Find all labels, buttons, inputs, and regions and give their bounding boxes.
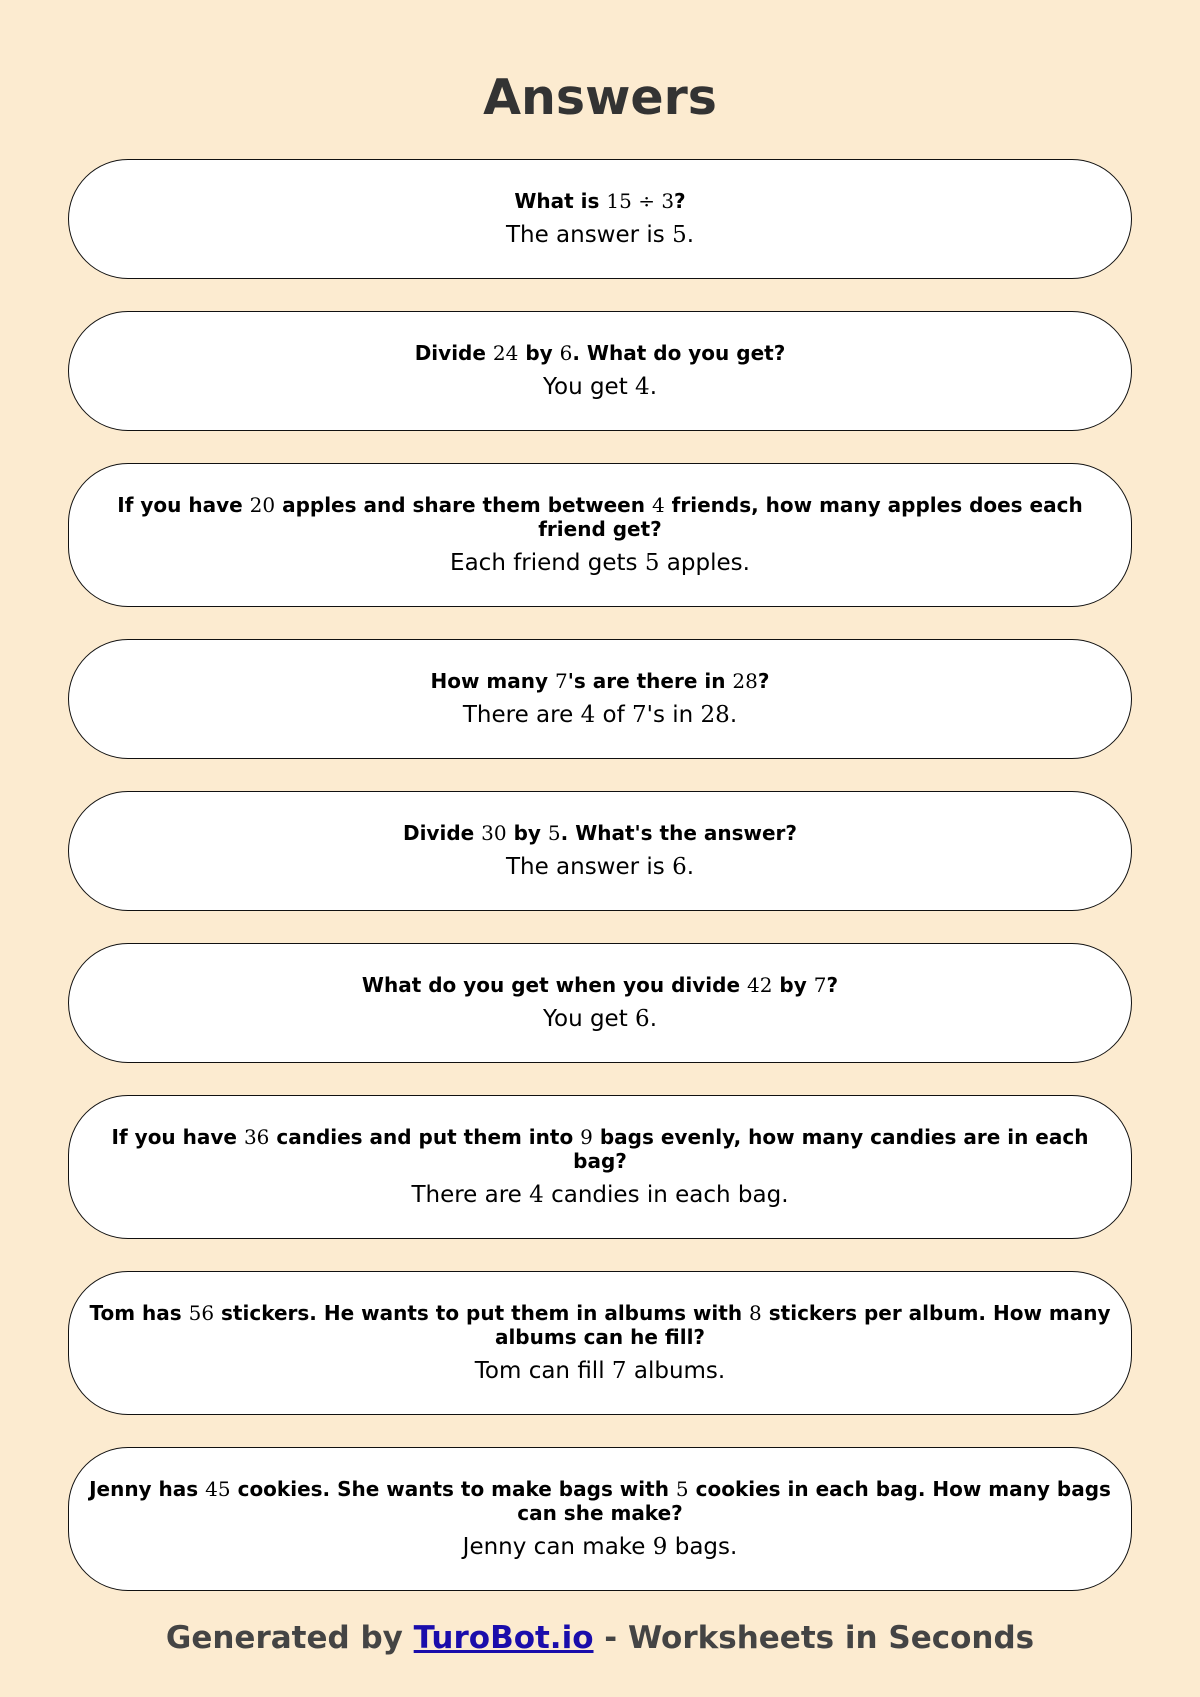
math-value: 24: [492, 341, 519, 365]
math-value: 4: [635, 374, 650, 400]
math-value: 30: [481, 821, 507, 845]
math-value: 7: [632, 702, 647, 728]
math-value: 4: [580, 702, 596, 728]
math-value: 5: [644, 550, 660, 576]
question-text: Divide 30 by 5. What's the answer?: [402, 821, 798, 845]
math-value: 6: [672, 854, 687, 880]
answer-card: [68, 1095, 1132, 1239]
answer-card: [68, 311, 1132, 431]
answer-card: [68, 463, 1132, 607]
answer-text: You get 6.: [543, 1006, 657, 1032]
question-text: How many 7's are there in 28?: [430, 669, 770, 693]
question-text: Tom has 56 stickers. He wants to put them in albums with 8 stickers per album. How many albums can he fill?: [89, 1301, 1111, 1349]
answer-text: Each friend gets 5 apples.: [450, 550, 750, 576]
math-value: 28: [700, 702, 730, 728]
answer-card: [68, 1271, 1132, 1415]
math-value: 6: [635, 1006, 650, 1032]
footer-prefix: Generated by: [165, 1620, 414, 1656]
math-value: 9: [652, 1534, 668, 1560]
math-value: 5: [675, 1477, 689, 1501]
math-value: 42: [747, 973, 773, 997]
math-value: 4: [651, 493, 665, 517]
answer-card: [68, 1447, 1132, 1591]
math-value: 7: [611, 1358, 627, 1384]
answer-text: You get 4.: [543, 374, 657, 400]
answer-list: [68, 159, 1132, 1623]
math-value: 5: [672, 222, 687, 248]
page-title: Answers: [483, 69, 717, 126]
footer: [0, 1618, 1200, 1658]
answer-text: Jenny can make 9 bags.: [462, 1534, 738, 1560]
math-value: 6: [559, 341, 573, 365]
math-value: 56: [188, 1301, 215, 1325]
math-value: 28: [732, 669, 758, 693]
answer-text: There are 4 candies in each bag.: [411, 1182, 789, 1208]
math-value: 20: [249, 493, 276, 517]
answer-text: There are 4 of 7's in 28.: [462, 702, 738, 728]
answer-text: The answer is 5.: [505, 222, 695, 248]
answer-text: The answer is 6.: [505, 854, 695, 880]
math-value: 7: [813, 973, 827, 997]
answer-text: Tom can fill 7 albums.: [474, 1358, 726, 1384]
turobot-link[interactable]: TuroBot.io: [413, 1620, 594, 1656]
question-text: What is 15 ÷ 3?: [514, 189, 686, 213]
question-text: Divide 24 by 6. What do you get?: [414, 341, 786, 365]
answer-card: [68, 791, 1132, 911]
answer-card: [68, 943, 1132, 1063]
math-value: 7: [555, 669, 568, 693]
math-value: 45: [205, 1477, 231, 1501]
question-text: Jenny has 45 cookies. She wants to make bags with 5 cookies in each bag. How many bags can she make?: [89, 1477, 1111, 1525]
question-text: What do you get when you divide 42 by 7?: [361, 973, 839, 997]
math-value: 8: [749, 1301, 762, 1325]
question-text: If you have 36 candies and put them into 9 bags evenly, how many candies are in each bag?: [111, 1125, 1089, 1173]
footer-suffix: - Worksheets in Seconds: [593, 1620, 1035, 1656]
math-value: 36: [243, 1125, 270, 1149]
question-text: If you have 20 apples and share them between 4 friends, how many apples does each friend get?: [117, 493, 1083, 541]
math-value: 15 ÷ 3: [606, 189, 675, 213]
math-value: 4: [529, 1182, 544, 1208]
answer-card: [68, 639, 1132, 759]
answer-card: [68, 159, 1132, 279]
math-value: 9: [580, 1125, 593, 1149]
math-value: 5: [547, 821, 561, 845]
